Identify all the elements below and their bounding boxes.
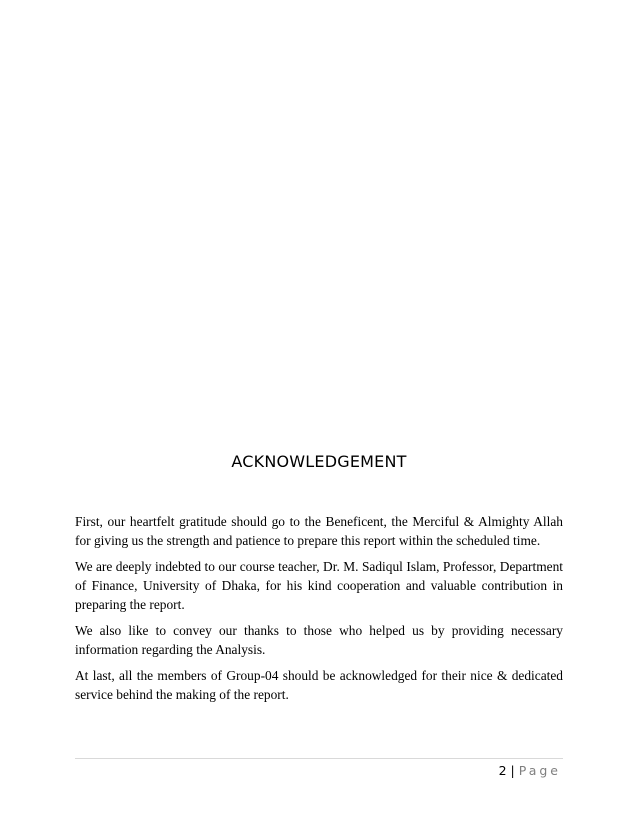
page-footer [499,763,561,778]
footer-divider [75,758,563,759]
acknowledgement-body [75,512,563,711]
page-number: 2 [498,763,507,778]
paragraph-group-members: At last, all the members of Group-04 should be acknowledged for their nice & dedicated service behind the making of the report. [75,668,563,702]
paragraph-thanks: We also like to convey our thanks to those who helped us by providing necessary information regarding the Analysis. [75,623,563,657]
paragraph-gratitude: First, our heartfelt gratitude should go to the Beneficent, the Merciful & Almighty Allah for giving us the strength and patience to prepare this report within the scheduled time. [75,514,563,548]
paragraph-teacher: We are deeply indebted to our course teacher, Dr. M. Sadiqul Islam, Professor, Department of Finance, University of Dhaka, for his kind cooperation and valuable contribution in preparing the report. [75,559,563,612]
footer-separator: | [510,763,515,778]
page-label: Page [518,763,561,778]
page-title: ACKNOWLEDGEMENT [231,452,407,471]
